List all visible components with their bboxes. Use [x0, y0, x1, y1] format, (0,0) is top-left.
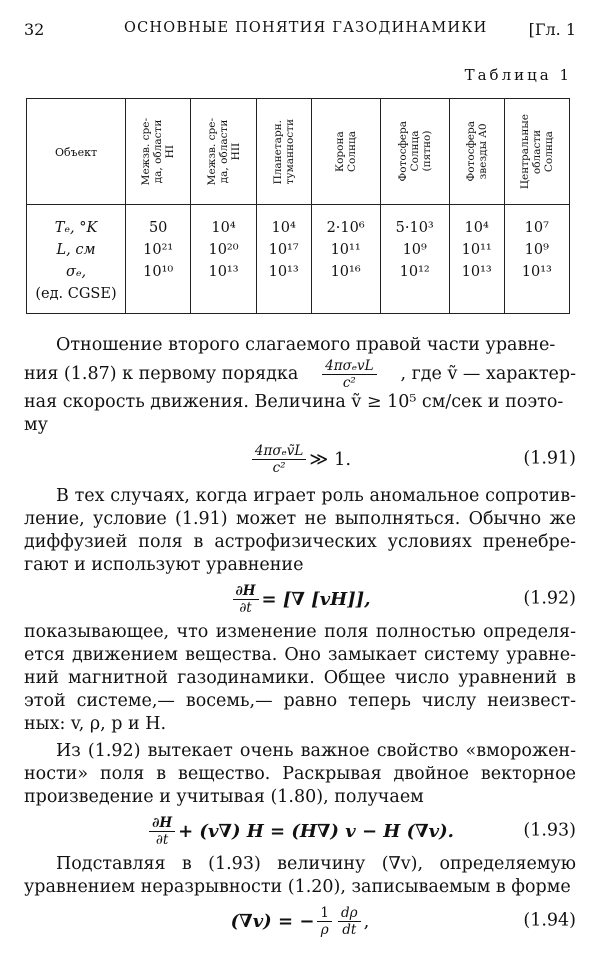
table-cell: 2·10⁶ [311, 205, 380, 240]
table-row [27, 239, 570, 261]
table-cell: 10¹⁶ [311, 261, 380, 283]
table-header-col: Планетарн. туманности [256, 99, 311, 205]
table-cell: 10¹¹ [449, 239, 504, 261]
paragraph: Подставляя в (1.93) величину (∇v), определяемую уравнением неразрывности (1.20), записываемым в форме [24, 854, 576, 897]
table-header-col: Корона Солнца [311, 99, 380, 205]
row-label: (ед. CGSE) [27, 283, 126, 314]
table-row [27, 261, 570, 283]
table-cell: 10⁴ [449, 205, 504, 240]
table-header-col: Межзв. сре- да, области HI [126, 99, 191, 205]
table-cell: 10¹³ [191, 261, 256, 283]
row-label: σₑ, [27, 261, 126, 283]
table-cell: 10⁴ [256, 205, 311, 240]
equation-1-94: (∇v) = − $\frac{1}{\rho}$ $\frac{d\rho}{dt}$ , (1.94) [230, 904, 576, 938]
equation-number: (1.93) [523, 820, 576, 841]
table-header-col: Фотосфера Солнца (пятно) [380, 99, 449, 205]
row-label: L, см [27, 239, 126, 261]
paragraph: В тех случаях, когда играет роль аномальное сопротив-ление, условие (1.91) может не выполняться. Обычно же диффузией поля в астрофизических условиях пренебре-гают и используют уравнение [24, 486, 576, 575]
table-cell: 10¹³ [504, 261, 569, 283]
data-table [26, 98, 570, 314]
table-cell: 10²⁰ [191, 239, 256, 261]
paragraph-line: му [24, 415, 48, 435]
equation-1-92: $\frac{\partial H}{\partial t}$ = [∇ [vH]], (1.92) [24, 577, 576, 621]
table-header-col: Центральные области Солнца [504, 99, 569, 205]
chapter-label: [Гл. 1 [528, 20, 576, 39]
row-label: Tₑ, °K [27, 205, 126, 240]
table-header-col: Фотосфера звезды A0 [449, 99, 504, 205]
body-text [24, 334, 576, 943]
table-cell [449, 283, 504, 314]
table-cell [504, 283, 569, 314]
table-cell: 10²¹ [126, 239, 191, 261]
table-cell: 10⁴ [191, 205, 256, 240]
table-header-col: Межзв. сре- да, области HII [191, 99, 256, 205]
table-cell: 10¹¹ [311, 239, 380, 261]
paragraph: показывающее, что изменение поля полностью определя-ется движением вещества. Оно замыкает систему уравне-ний магнитной газодинамики. Общее число уравнений в этой системе,— восемь,— равно теперь числу неизвест-ных: v, ρ, p и H. [24, 622, 576, 734]
table-cell [256, 283, 311, 314]
paragraph: Из (1.92) вытекает очень важное свойство «вморожен-ности» поля в вещество. Раскрывая двойное векторное произведение и учитывая (1.80), получаем [24, 741, 576, 807]
table-row [27, 283, 570, 314]
paragraph-line: ная скорость движения. Величина ṽ ≥ 10⁵ см/сек и поэто- [24, 392, 564, 412]
paragraph: Отношение второго слагаемого правой части уравне- [56, 335, 556, 355]
inline-fraction: $\frac{\text{4πσₑvL}}{\text{c²}}$ [322, 358, 377, 391]
paragraph-line: ния (1.87) к первому порядка $\frac{\text{4πσₑvL}}{\text{c²}}$ , где ṽ — характер- [24, 357, 576, 391]
equation-number: (1.94) [523, 910, 576, 931]
running-header [24, 20, 576, 42]
equation-1-91: $\frac{\text{4πσₑṽL}}{\text{c²}}$ ≫ 1. (1.91) [24, 437, 576, 481]
table-cell: 10¹³ [256, 261, 311, 283]
table-cell [126, 283, 191, 314]
table-cell: 5·10³ [380, 205, 449, 240]
table-cell: 50 [126, 205, 191, 240]
table-cell [191, 283, 256, 314]
equation-number: (1.92) [523, 588, 576, 609]
table-cell: 10¹³ [449, 261, 504, 283]
table-cell [311, 283, 380, 314]
equation-1-93: $\frac{\partial H}{\partial t}$ + (v∇) H = (H∇) v − H (∇v). (1.93) [24, 809, 576, 853]
table-cell: 10⁹ [504, 239, 569, 261]
table-cell: 10¹⁰ [126, 261, 191, 283]
table-cell [380, 283, 449, 314]
running-title: ОСНОВНЫЕ ПОНЯТИЯ ГАЗОДИНАМИКИ [124, 20, 488, 36]
equation-number: (1.91) [523, 448, 576, 469]
table-caption: Таблица 1 [464, 66, 572, 84]
table-header-object: Объект [27, 99, 126, 205]
table-row [27, 205, 570, 240]
table-cell: 10¹² [380, 261, 449, 283]
table-cell: 10⁷ [504, 205, 569, 240]
page-number: 32 [24, 20, 45, 39]
table-cell: 10⁹ [380, 239, 449, 261]
table-cell: 10¹⁷ [256, 239, 311, 261]
